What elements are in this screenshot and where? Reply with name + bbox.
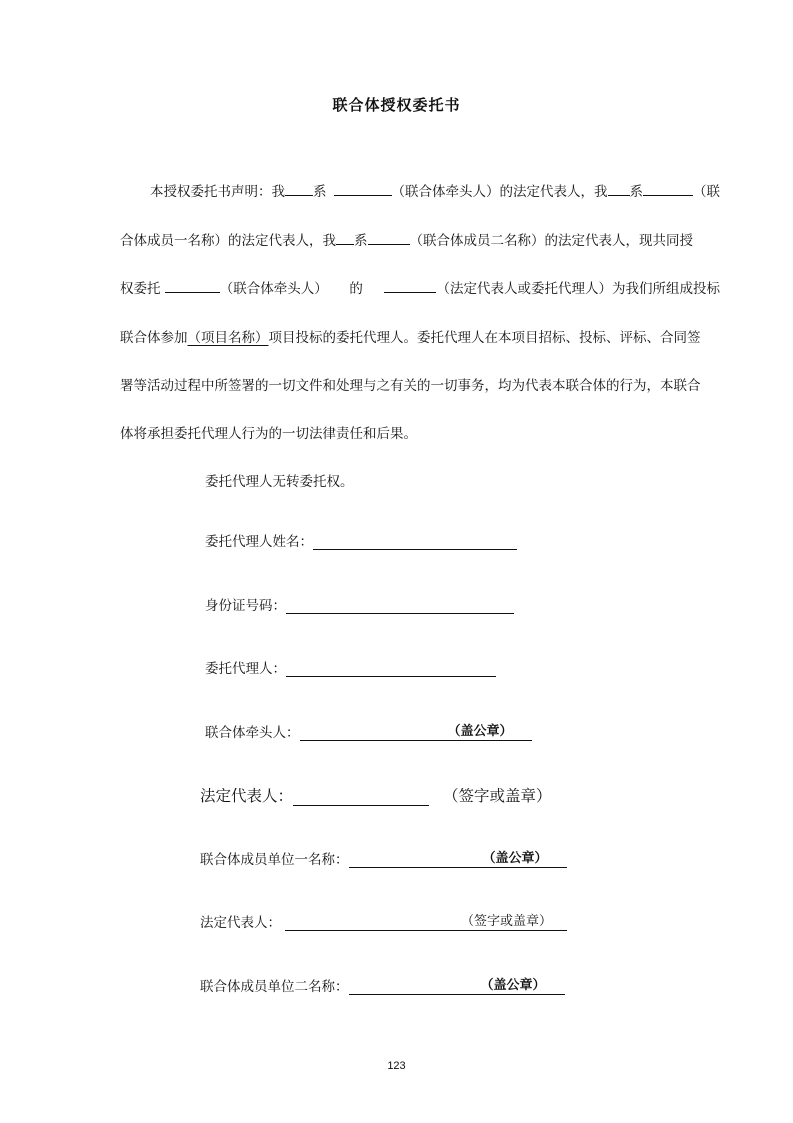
- seal-note: （盖公章）: [482, 851, 548, 866]
- text: 署等活动过程中所签署的一切文件和处理与之有关的一切事务，均为代表本联合体的行为，本联合: [120, 378, 701, 394]
- text: 联合体参加: [120, 330, 188, 346]
- signature-line: [349, 851, 567, 868]
- field-label: 法定代表人：: [200, 915, 281, 931]
- blank-field: [334, 181, 392, 196]
- blank-field: [285, 181, 313, 196]
- sign-note: （签字或盖章）: [443, 787, 552, 805]
- no-subdelegation-note: 委托代理人无转委托权。: [205, 474, 354, 490]
- blank-field: [643, 181, 693, 196]
- blank-field: [165, 278, 220, 293]
- text: （联合体牵头人）: [219, 281, 328, 297]
- legal-rep2-field: [200, 911, 567, 931]
- signature-line: [293, 789, 429, 806]
- project-name-blank: （项目名称）: [187, 330, 269, 346]
- field-label: 联合体成员单位一名称：: [200, 852, 349, 868]
- text: （联: [693, 184, 720, 200]
- field-label: 联合体牵头人：: [205, 725, 300, 741]
- page-number: 123: [387, 1060, 406, 1072]
- paragraph-line-3: [120, 277, 720, 297]
- field-label: 身份证号码：: [205, 598, 286, 614]
- blank-field: [336, 230, 354, 245]
- id-number-field: [205, 594, 514, 614]
- field-label: 联合体成员单位二名称：: [200, 979, 349, 995]
- agent-field: [205, 657, 496, 677]
- paragraph-line-4: [120, 326, 720, 346]
- text: 系: [629, 184, 643, 200]
- text: 本授权委托书声明：我: [150, 184, 285, 200]
- signature-line: [300, 724, 532, 741]
- seal-note: （盖公章）: [447, 724, 513, 739]
- text: （联合体成员二名称）的法定代表人，现共同授: [409, 233, 693, 249]
- blank-field: [384, 278, 436, 293]
- paragraph-line-6: 体将承担委托代理人行为的一切法律责任和后果。: [120, 426, 417, 442]
- member1-field: [200, 848, 567, 868]
- text: 权委托: [120, 281, 161, 297]
- signature-line: [313, 533, 517, 550]
- signature-line: [286, 597, 514, 614]
- text: 系: [313, 184, 327, 200]
- signature-line: [349, 978, 565, 995]
- text: （联合体牵头人）的法定代表人，我: [391, 184, 608, 200]
- field-label: 委托代理人姓名：: [205, 534, 313, 550]
- sign-note: （签字或盖章）: [461, 914, 553, 929]
- signature-line: [286, 660, 496, 677]
- paragraph-line-2: [120, 229, 720, 249]
- legal-rep-field: [200, 784, 552, 806]
- member2-field: [200, 975, 565, 995]
- text: 合体成员一名称）的法定代表人，我: [120, 233, 336, 249]
- blank-field: [608, 181, 630, 196]
- paragraph-line-1: [120, 180, 720, 200]
- document-title: 联合体授权委托书: [332, 96, 461, 114]
- signature-line: [285, 914, 567, 931]
- text: 项目投标的委托代理人。委托代理人在本项目招标、投标、评标、合同签: [268, 330, 701, 346]
- text: 的: [349, 281, 363, 297]
- lead-member-field: [205, 721, 532, 741]
- field-label: 委托代理人：: [205, 661, 286, 677]
- field-label: 法定代表人：: [200, 787, 294, 805]
- blank-field: [368, 230, 410, 245]
- agent-name-field: [205, 530, 517, 550]
- text: （法定代表人或委托代理人）为我们所组成投标: [436, 281, 720, 297]
- seal-note: （盖公章）: [480, 978, 546, 993]
- text: 系: [354, 233, 368, 249]
- paragraph-line-5: [120, 374, 720, 394]
